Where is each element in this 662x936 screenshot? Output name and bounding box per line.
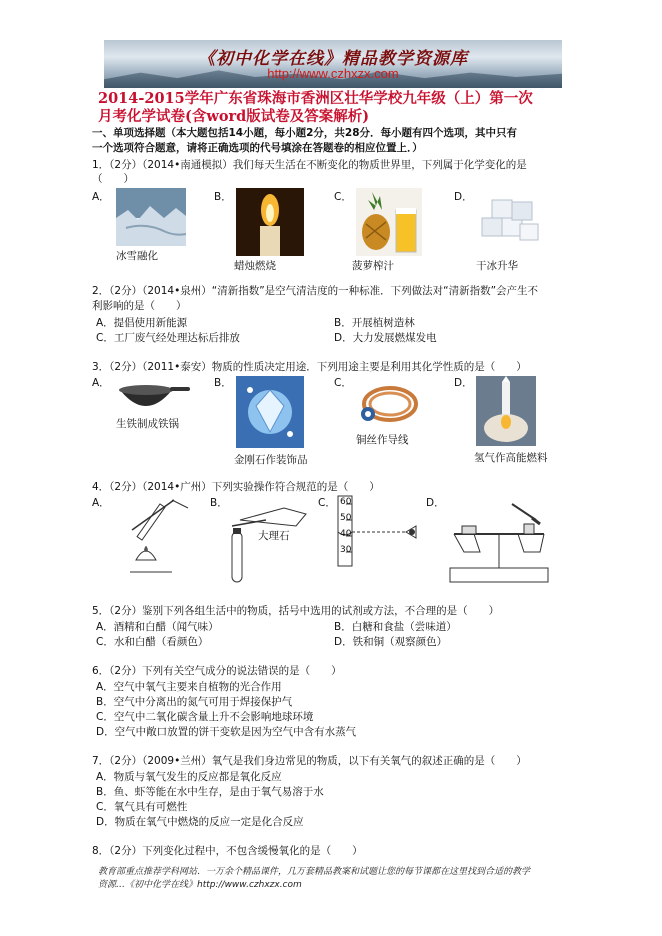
q2-option-a: A．提倡使用新能源 <box>96 317 188 329</box>
q4-option-b-letter: B． <box>210 497 228 509</box>
q4-option-a-letter: A． <box>92 497 110 509</box>
q4-cylinder-tick-30: 30 <box>340 545 352 555</box>
copper-wire-image <box>356 380 422 428</box>
q3-caption-b: 金刚石作装饰品 <box>234 454 308 466</box>
heating-test-tube-diagram <box>112 494 190 574</box>
q4-cylinder-tick-50: 50 <box>340 513 352 523</box>
document-title <box>98 90 588 126</box>
q7-option-c: C．氧气具有可燃性 <box>96 801 188 813</box>
q3-option-a-letter: A． <box>92 377 110 389</box>
q1-option-a-letter: A． <box>92 191 110 203</box>
q5-option-b: B．白糖和食盐（尝味道） <box>334 621 457 633</box>
q1-caption-a: 冰雪融化 <box>116 250 158 262</box>
diamond-jewelry-image <box>236 376 304 448</box>
title-line-2: 月考化学试卷(含word版试卷及答案解析) <box>98 108 370 125</box>
q5-option-d: D．铁和铜（观察颜色） <box>334 636 448 648</box>
q3-stem: 3．（2分）（2011•泰安）物质的性质决定用途．下列用途主要是利用其化学性质的是（ ） <box>92 361 527 373</box>
q4-marble-label: 大理石 <box>258 530 290 542</box>
q3-option-b-letter: B． <box>214 377 232 389</box>
q1-caption-b: 蜡烛燃烧 <box>234 260 276 272</box>
snow-melting-image <box>116 188 186 246</box>
candle-burning-image <box>236 188 304 256</box>
q1-caption-d: 干冰升华 <box>476 260 518 272</box>
q7-option-d: D．物质在氧气中燃烧的反应一定是化合反应 <box>96 816 304 828</box>
q7-stem: 7．（2分）（2009•兰州）氧气是我们身边常见的物质，以下有关氧气的叙述正确的是（ ） <box>92 755 527 767</box>
q6-option-b: B．空气中分离出的氮气可用于焊接保护气 <box>96 696 293 708</box>
q2-option-d: D．大力发展燃煤发电 <box>334 332 437 344</box>
dry-ice-image <box>476 188 542 254</box>
pineapple-juice-image <box>356 188 422 256</box>
banner-title: 《初中化学在线》精品教学资源库 <box>198 49 468 69</box>
q5-option-c: C．水和白醋（看颜色） <box>96 636 209 648</box>
q2-stem-line-2: 利影响的是（ ） <box>92 300 187 312</box>
banner-url[interactable]: http://www.czhxzx.com <box>267 66 399 81</box>
rocket-launch-image <box>476 376 536 446</box>
q3-option-c-letter: C． <box>334 377 352 389</box>
page-footer <box>98 866 588 892</box>
section-heading-line-2: 一个选项符合题意，请将正确选项的代号填涂在答题卷的相应位置上．） <box>92 142 423 154</box>
q1-option-b-letter: B． <box>214 191 232 203</box>
q4-option-d-letter: D． <box>426 497 445 509</box>
header-banner <box>104 40 562 88</box>
q3-option-d-letter: D． <box>454 377 473 389</box>
q4-cylinder-tick-40: 40 <box>340 529 352 539</box>
q6-option-d: D．空气中敞口放置的饼干变软是因为空气中含有水蒸气 <box>96 726 357 738</box>
section-heading-line-1: 一、单项选择题（本大题包括14小题，每小题2分，共28分．每小题有四个选项，其中只有 <box>92 127 518 139</box>
balance-scale-diagram <box>444 498 554 586</box>
q6-stem: 6．（2分）下列有关空气成分的说法错误的是（ ） <box>92 665 342 677</box>
q8-stem: 8．（2分）下列变化过程中，不包含缓慢氧化的是（ ） <box>92 845 363 857</box>
q2-stem-line-1: 2．（2分）（2014•泉州）“清新指数”是空气清洁度的一种标准．下列做法对“清新指数”会产生不 <box>92 285 539 297</box>
q6-option-c: C．空气中二氧化碳含量上升不会影响地球环境 <box>96 711 314 723</box>
q3-caption-c: 铜丝作导线 <box>356 434 409 446</box>
q5-stem: 5．（2分）鉴别下列各组生活中的物质，括号中选用的试剂或方法，不合理的是（ ） <box>92 605 500 617</box>
q1-caption-c: 菠萝榨汁 <box>352 260 394 272</box>
q1-option-d-letter: D． <box>454 191 473 203</box>
q5-option-a: A．酒精和白醋（闻气味） <box>96 621 219 633</box>
q2-option-b: B．开展植树造林 <box>334 317 415 329</box>
footer-line-2: 资源…《初中化学在线》http://www.czhxzx.com <box>98 880 302 890</box>
q7-option-a: A．物质与氧气发生的反应都是氧化反应 <box>96 771 282 783</box>
footer-line-1: 教育部重点推荐学科网站．一万余个精品课件，几万套精品教案和试题让您的每节课都在这里找到合适的教学 <box>98 867 531 877</box>
q1-option-c-letter: C． <box>334 191 352 203</box>
q3-caption-a: 生铁制成铁锅 <box>116 418 179 430</box>
q3-caption-d: 氢气作高能燃料 <box>474 452 548 464</box>
q7-option-b: B．鱼、虾等能在水中生存，是由于氧气易溶于水 <box>96 786 324 798</box>
q4-stem: 4．（2分）（2014•广州）下列实验操作符合规范的是（ ） <box>92 481 380 493</box>
q1-stem: 1．（2分）（2014•南通模拟）我们每天生活在不断变化的物质世界里，下列属于化学变化的是 <box>92 159 527 171</box>
q4-option-c-letter: C． <box>318 497 336 509</box>
q6-option-a: A．空气中氧气主要来自植物的光合作用 <box>96 681 282 693</box>
q2-option-c: C．工厂废气经处理达标后排放 <box>96 332 240 344</box>
q1-answer-blank: （ ） <box>92 173 134 185</box>
title-line-1: 2014-2015学年广东省珠海市香洲区壮华学校九年级（上）第一次 <box>98 90 533 107</box>
q4-cylinder-tick-60: 60 <box>340 497 352 507</box>
iron-wok-image <box>112 378 192 416</box>
